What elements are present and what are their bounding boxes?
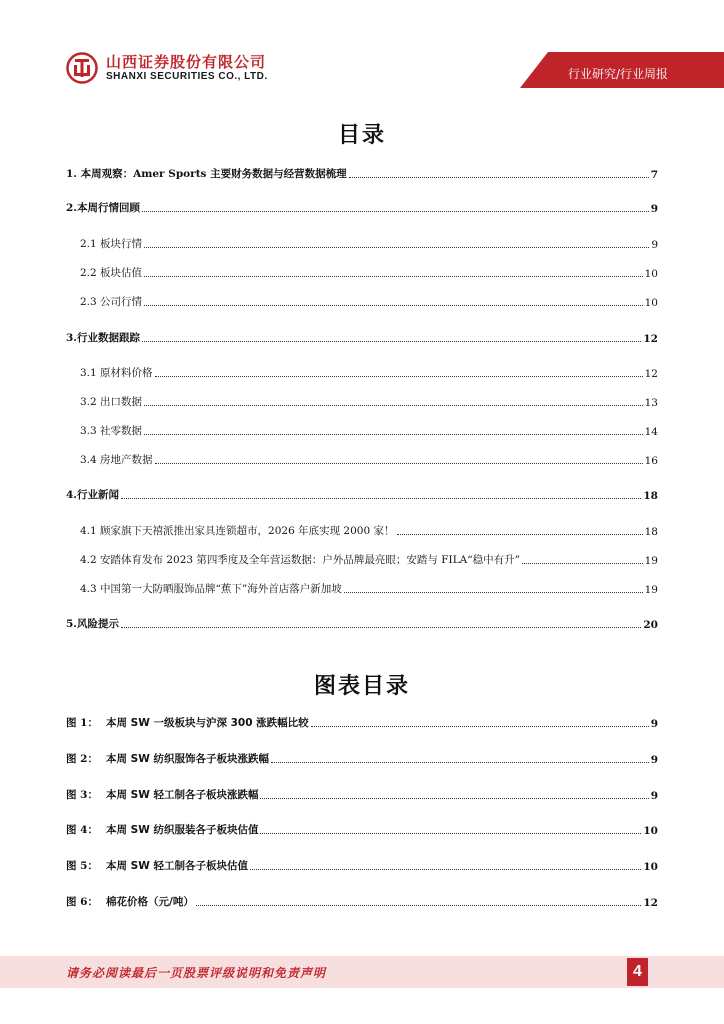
toc-leader-dots [522,563,643,564]
figure-entry-page: 10 [643,861,658,873]
toc-leader-dots [349,177,649,178]
toc-entry[interactable] [80,451,658,467]
toc-entry[interactable] [80,522,658,538]
toc-entry-text: 4.2 安踏体育发布 2023 第四季度及全年营运数据：户外品牌最亮眼；安踏与 FILA“稳中有升” [80,554,520,566]
toc-entry[interactable] [80,580,658,596]
toc-entry[interactable] [80,393,658,409]
toc-leader-dots [144,247,649,248]
figure-entry[interactable] [66,857,658,873]
toc-entry[interactable] [80,264,658,280]
toc-leader-dots [144,405,643,406]
figure-label: 图 5： [66,860,98,872]
toc-entry[interactable] [80,293,658,309]
toc-entry-text: 2.3 公司行情 [80,296,143,308]
toc-entry-page: 18 [643,490,658,502]
figure-entry-page: 12 [643,897,658,909]
toc-entry-page: 13 [644,397,658,409]
toc-entry-page: 12 [644,368,658,380]
figure-entry-text: 本周 SW 轻工制各子板块估值 [106,860,248,872]
toc-entry-text: 4.行业新闻 [66,489,119,501]
figure-entry-text: 本周 SW 一级板块与沪深 300 涨跌幅比较 [106,717,309,729]
figure-entry-text: 本周 SW 纺织服饰各子板块涨跌幅 [106,753,269,765]
toc-leader-dots [311,726,649,727]
toc-entry-text: 2.本周行情回顾 [66,202,140,214]
toc-entry-text: 3.1 原材料价格 [80,367,153,379]
figure-entry-text: 本周 SW 纺织服装各子板块估值 [106,824,259,836]
toc-entry[interactable] [80,422,658,438]
toc-entry-page: 7 [650,169,658,181]
toc-leader-dots [144,276,643,277]
toc-entry-page: 12 [643,333,658,345]
toc-entry-text: 3.行业数据跟踪 [66,332,140,344]
figure-entry-text: 本周 SW 轻工制各子板块涨跌幅 [106,789,259,801]
toc-leader-dots [344,592,643,593]
toc-entry-text: 1. 本周观察：Amer Sports 主要财务数据与经营数据梳理 [66,168,347,180]
toc-entry-text: 3.3 社零数据 [80,425,143,437]
toc-leader-dots [397,534,643,535]
toc-entry-text: 3.4 房地产数据 [80,454,153,466]
company-name-cn: 山西证券股份有限公司 [106,53,267,71]
figure-entry-page: 10 [643,825,658,837]
toc-entry-text: 2.2 板块估值 [80,267,143,279]
company-name-en: SHANXI SECURITIES CO., LTD. [106,71,268,82]
toc-entry[interactable] [80,235,658,251]
report-category: 行业研究/行业周报 [567,67,668,81]
figure-entry-text: 棉花价格（元/吨） [106,896,194,908]
toc-entry[interactable] [66,486,658,502]
figure-entry-page: 9 [650,754,658,766]
toc-entry[interactable] [80,551,658,567]
page-number: 4 [627,958,648,986]
toc-leader-dots [155,376,643,377]
toc-leader-dots [271,762,649,763]
toc-entry-page: 20 [643,619,658,631]
toc-leader-dots [121,498,641,499]
figure-label: 图 1： [66,717,98,729]
toc-entry-text: 4.1 顾家旗下天禧派推出家具连锁超市，2026 年底实现 2000 家！ [80,525,395,537]
figure-entry[interactable] [66,750,658,766]
toc-leader-dots [196,905,642,906]
figure-entry-page: 9 [650,790,658,802]
toc-entry-page: 19 [644,555,658,567]
figure-label: 图 3： [66,789,98,801]
figure-entry[interactable] [66,786,658,802]
toc-entry-text: 2.1 板块行情 [80,238,143,250]
toc-entry-page: 14 [644,426,658,438]
toc-entry-page: 16 [644,455,658,467]
toc-leader-dots [250,869,641,870]
toc-entry[interactable] [66,165,658,181]
page-header [0,0,724,92]
toc-entry-text: 3.2 出口数据 [80,396,143,408]
toc-entry-text: 5.风险提示 [66,618,119,630]
toc-leader-dots [142,211,649,212]
toc-entry-page: 9 [650,203,658,215]
toc-entry-page: 9 [651,239,658,251]
toc-entry-page: 18 [644,526,658,538]
toc-entry-page: 19 [644,584,658,596]
disclaimer-text[interactable]: 请务必阅读最后一页股票评级说明和免责声明 [66,966,327,980]
toc-leader-dots [260,798,648,799]
company-logo-icon [66,52,98,84]
toc-leader-dots [142,341,641,342]
toc-entry-page: 10 [644,297,658,309]
toc-leader-dots [144,305,643,306]
toc-leader-dots [121,627,641,628]
figure-label: 图 4： [66,824,98,836]
toc-leader-dots [260,833,641,834]
figure-list-title: 图表目录 [313,674,410,699]
figure-entry[interactable] [66,714,658,730]
toc-leader-dots [144,434,643,435]
figure-entry[interactable] [66,893,658,909]
toc-entry[interactable] [66,329,658,345]
figure-label: 图 2： [66,753,98,765]
figure-entry-page: 9 [650,718,658,730]
toc-title: 目录 [337,123,386,148]
figure-label: 图 6： [66,896,98,908]
toc-entry[interactable] [80,364,658,380]
toc-entry[interactable] [66,615,658,631]
toc-entry[interactable] [66,199,658,215]
toc-leader-dots [155,463,643,464]
toc-entry-text: 4.3 中国第一大防晒服饰品牌“蕉下”海外首店落户新加坡 [80,583,342,595]
figure-entry[interactable] [66,821,658,837]
toc-entry-page: 10 [644,268,658,280]
